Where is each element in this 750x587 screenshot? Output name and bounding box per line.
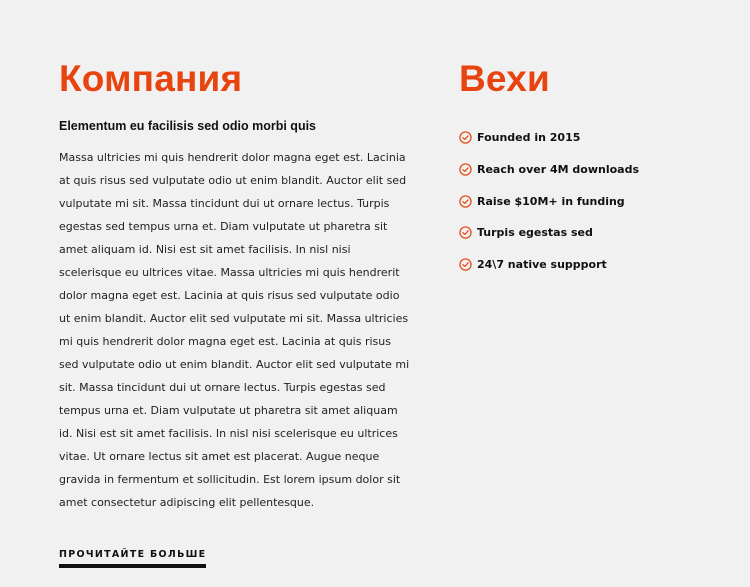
milestone-label: Turpis egestas sed <box>477 226 593 240</box>
company-title: Компания <box>59 58 243 99</box>
milestone-item <box>459 217 719 249</box>
milestones-list <box>459 122 719 280</box>
milestone-label: Reach over 4M downloads <box>477 163 640 177</box>
company-body-text: Massa ultricies mi quis hendrerit dolor magna eget est. Lacinia at quis risus sed vulputate odio ut enim blandit. Auctor elit sed vulputate mi sit. Massa tincidunt dui ut ornare lectus. Turpis egestas sed tempus urna et. Diam vulputate ut pharetra sit amet aliquam id. Nisi est sit amet facilisis. In nisl nisi scelerisque eu ultrices vitae. Massa ultricies mi quis hendrerit dolor magna eget est. Lacinia at quis risus sed vulputate odio ut enim blandit. Auctor elit sed vulputate mi sit. Massa ultricies mi quis hendrerit dolor magna eget est. Lacinia at quis risus sed vulputate odio ut enim blandit. Auctor elit sed vulputate mi sit. Massa tincidunt dui ut ornare lectus. Turpis egestas sed tempus urna et. Diam vulputate ut pharetra sit amet aliquam id. Nisi est sit amet facilisis. In nisl nisi scelerisque eu ultrices vitae. Ut ornare lectus sit amet est placerat. Augue neque gravida in fermentum et sollicitudin. Est lorem ipsum dolor sit amet consectetur adipiscing elit pellentesque. <box>59 151 410 509</box>
milestone-label: Founded in 2015 <box>477 131 581 145</box>
milestone-label: Raise $10M+ in funding <box>477 194 625 208</box>
milestone-item <box>459 122 719 154</box>
milestone-item <box>459 154 719 186</box>
check-circle-icon <box>459 195 472 208</box>
check-circle-icon <box>459 163 472 176</box>
milestone-item <box>459 185 719 217</box>
milestone-item <box>459 249 719 281</box>
company-subtitle: Elementum eu facilisis sed odio morbi quis <box>59 119 317 133</box>
milestones-section <box>459 58 719 280</box>
check-circle-icon <box>459 131 472 144</box>
read-more-link[interactable]: ПРОЧИТАЙТЕ БОЛЬШЕ <box>59 549 206 568</box>
check-circle-icon <box>459 258 472 271</box>
company-section <box>59 58 411 568</box>
milestone-label: 24\7 native suppport <box>477 258 607 272</box>
check-circle-icon <box>459 226 472 239</box>
milestones-title: Вехи <box>459 58 550 99</box>
